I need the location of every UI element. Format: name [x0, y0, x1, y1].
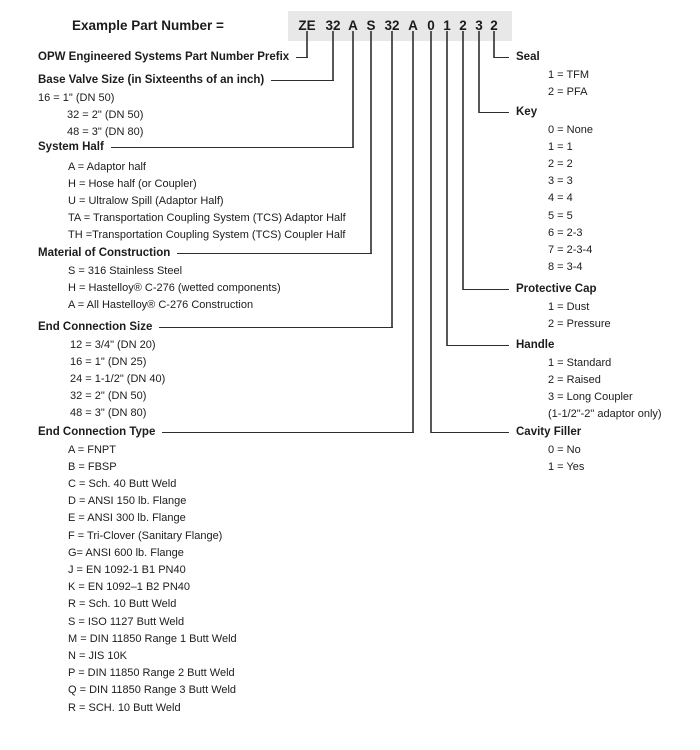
section-seal — [494, 49, 589, 101]
part-number-segment-cap: 2 — [459, 17, 467, 33]
connector-rule — [111, 147, 354, 148]
legend-item: 3 = Long Coupler — [548, 390, 633, 403]
legend-items — [548, 355, 662, 424]
legend-item: R = SCH. 10 Butt Weld — [68, 701, 181, 714]
legend-item: C = Sch. 40 Butt Weld — [68, 477, 177, 490]
section-prefix — [38, 49, 308, 66]
legend-item: E = ANSI 300 lb. Flange — [68, 512, 186, 525]
legend-item: 4 = 4 — [548, 192, 573, 205]
legend-item: S = 316 Stainless Steel — [68, 264, 183, 277]
legend-item: 0 = No — [548, 443, 581, 456]
section-title: Cavity Filler — [516, 426, 582, 438]
legend-item: 7 = 2-3-4 — [548, 243, 593, 256]
legend-item: U = Ultralow Spill (Adaptor Half) — [68, 194, 224, 207]
legend-item: D = ANSI 150 lb. Flange — [68, 495, 187, 508]
section-title: End Connection Size — [38, 321, 153, 333]
legend-items — [70, 337, 393, 423]
legend-item: 12 = 3/4" (DN 20) — [70, 338, 156, 351]
section-base-valve-size — [38, 72, 334, 142]
section-key — [479, 104, 593, 277]
legend-item: 5 = 5 — [548, 209, 573, 222]
legend-item: S = ISO 1127 Butt Weld — [68, 615, 185, 628]
connector-rule — [177, 253, 372, 254]
connector-rule — [271, 80, 334, 81]
legend-item: 32 = 2" (DN 50) — [70, 390, 147, 403]
legend-item: H = Hastelloy® C-276 (wetted components) — [68, 281, 281, 294]
legend-item: A = All Hastelloy® C-276 Construction — [68, 298, 254, 311]
legend-item: 1 = Standard — [548, 356, 612, 369]
part-number-segment-end-size: 32 — [384, 17, 400, 33]
legend-item: A = Adaptor half — [68, 160, 146, 173]
legend-item: 16 = 1" (DN 50) — [38, 91, 115, 104]
connector-rule — [447, 345, 509, 346]
section-end-connection-type — [38, 424, 414, 717]
section-protective-cap — [463, 281, 611, 333]
legend-item: P = DIN 11850 Range 2 Butt Weld — [68, 667, 235, 680]
legend-item: G= ANSI 600 lb. Flange — [68, 546, 184, 559]
connector-rule — [431, 432, 509, 433]
legend-item: K = EN 1092–1 B2 PN40 — [68, 581, 190, 594]
legend-item: 2 = Pressure — [548, 317, 611, 330]
section-cavity-filler — [431, 424, 584, 476]
legend-item: N = JIS 10K — [68, 649, 128, 662]
legend-items — [68, 159, 354, 245]
legend-item: A = FNPT — [68, 443, 116, 456]
connector-rule — [296, 57, 308, 58]
page-title: Example Part Number = — [72, 18, 224, 33]
legend-items — [548, 299, 611, 333]
section-title: System Half — [38, 141, 104, 153]
legend-item: 0 = None — [548, 123, 593, 136]
legend-items — [68, 263, 372, 315]
legend-item: 2 = Raised — [548, 373, 601, 386]
connector-rule — [479, 112, 509, 113]
legend-item: J = EN 1092-1 B1 PN40 — [68, 563, 186, 576]
legend-item: TA = Transportation Coupling System (TCS) Adaptor Half — [68, 212, 346, 225]
legend-item: 2 = PFA — [548, 85, 588, 98]
legend-item: 8 = 3-4 — [548, 261, 583, 274]
legend-item: 48 = 3" (DN 80) — [67, 125, 144, 138]
legend-item: 1 = Dust — [548, 300, 590, 313]
legend-items — [548, 442, 584, 476]
legend-item: 16 = 1" (DN 25) — [70, 355, 147, 368]
legend-item: Q = DIN 11850 Range 3 Butt Weld — [68, 684, 237, 697]
section-title: Protective Cap — [516, 283, 597, 295]
connector-rule — [463, 289, 509, 290]
part-number-segment-material: S — [366, 17, 376, 33]
legend-item: R = Sch. 10 Butt Weld — [68, 598, 177, 611]
legend-items — [548, 67, 589, 101]
section-title: Base Valve Size (in Sixteenths of an inch) — [38, 74, 265, 86]
section-title: End Connection Type — [38, 426, 156, 438]
legend-item: 1 = Yes — [548, 460, 585, 473]
legend-item: 48 = 3" (DN 80) — [70, 407, 147, 420]
section-handle — [447, 337, 662, 424]
part-number-segment-key: 3 — [475, 17, 483, 33]
legend-item: 6 = 2-3 — [548, 226, 583, 239]
section-title: Seal — [516, 51, 540, 63]
section-system-half — [38, 139, 354, 245]
legend-item: F = Tri-Clover (Sanitary Flange) — [68, 529, 223, 542]
section-end-connection-size — [38, 319, 393, 423]
legend-item: H = Hose half (or Coupler) — [68, 177, 197, 190]
legend-items — [548, 122, 593, 277]
legend-items — [38, 90, 334, 142]
connector-rule — [159, 327, 393, 328]
part-number-segment-half: A — [348, 17, 358, 33]
legend-items — [68, 442, 414, 717]
section-title: Key — [516, 106, 538, 118]
part-number-segment-end-type: A — [408, 17, 418, 33]
connector-rule — [162, 432, 414, 433]
legend-item: 2 = 2 — [548, 157, 573, 170]
legend-item: 32 = 2" (DN 50) — [67, 108, 144, 121]
legend-item: M = DIN 11850 Range 1 Butt Weld — [68, 632, 237, 645]
part-number-segment-cavity: 0 — [427, 17, 435, 33]
legend-item: (1-1/2"-2" adaptor only) — [548, 408, 662, 421]
part-number-segment-seal: 2 — [490, 17, 498, 33]
legend-item: B = FBSP — [68, 460, 117, 473]
legend-item: TH =Transportation Coupling System (TCS) Coupler Half — [68, 229, 346, 242]
legend-item: 1 = TFM — [548, 68, 590, 81]
legend-item: 1 = 1 — [548, 140, 573, 153]
section-material-of-construction — [38, 245, 372, 315]
connector-rule — [494, 57, 509, 58]
legend-item: 24 = 1-1/2" (DN 40) — [70, 372, 166, 385]
section-title: Material of Construction — [38, 247, 171, 259]
part-number-segment-handle: 1 — [443, 17, 451, 33]
section-title: Handle — [516, 339, 555, 351]
legend-item: 3 = 3 — [548, 175, 573, 188]
section-title: OPW Engineered Systems Part Number Prefix — [38, 51, 290, 63]
part-number-segment-size: 32 — [325, 17, 341, 33]
part-number-segment-prefix: ZE — [298, 17, 316, 33]
